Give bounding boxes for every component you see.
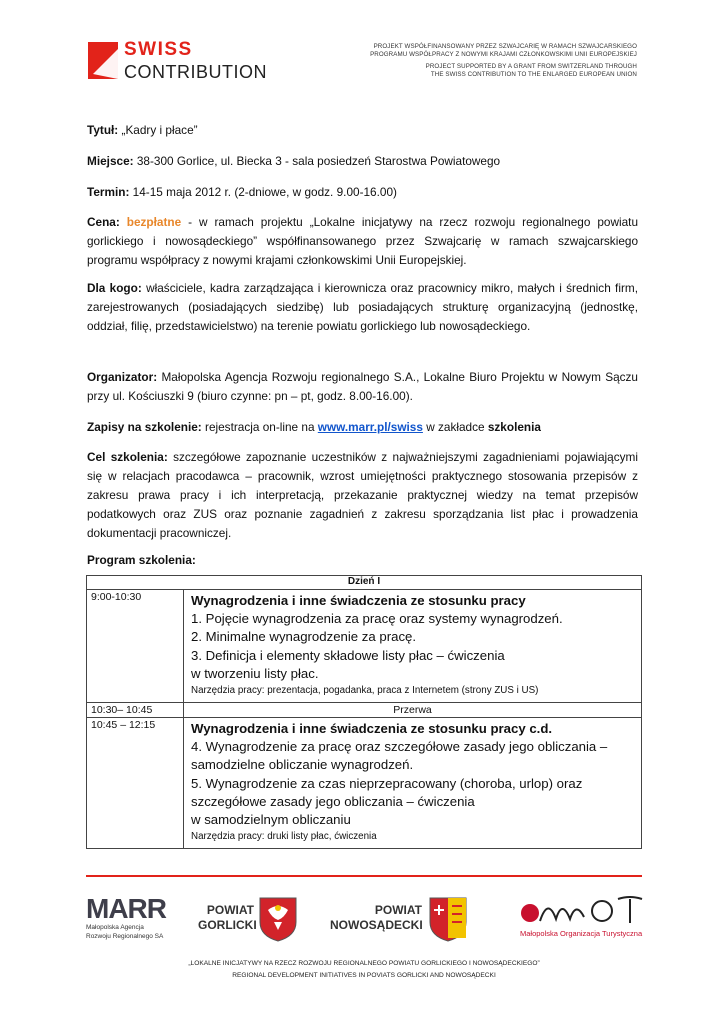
session-title: Wynagrodzenia i inne świadczenia ze stosunku pracy c.d.: [191, 721, 553, 737]
table-row: [87, 590, 642, 703]
break-label: Przerwa: [184, 703, 642, 718]
title-value: „Kadry i płace”: [118, 123, 198, 137]
price-free: bezpłatne: [126, 215, 182, 229]
program-label-text: Program szkolenia:: [87, 553, 196, 567]
session-time: 9:00-10:30: [87, 590, 184, 703]
mot-logo-icon: [518, 893, 648, 927]
registration-tab: szkolenia: [487, 420, 541, 434]
table-row: [87, 576, 642, 590]
powiat-gorlicki-line: POWIAT: [206, 903, 254, 917]
powiat-nowosadecki-text: [330, 903, 422, 933]
session-item: w samodzielnym obliczaniu: [191, 812, 351, 828]
nowosadecki-coat-of-arms-icon: [428, 896, 468, 942]
gorlicki-coat-of-arms-icon: [258, 896, 298, 942]
marr-wordmark: MARR: [86, 893, 166, 924]
footer-divider: [86, 875, 642, 877]
registration-label: Zapisy na szkolenie:: [87, 420, 202, 434]
session-item: 5. Wynagrodzenie za czas nieprzepracowany (choroba, urlop) oraz szczegółowe zasady jego obliczania – ćwiczenia: [191, 775, 583, 809]
powiat-nowosadecki-line: NOWOSĄDECKI: [330, 918, 423, 932]
registration-text-2: w zakładce: [422, 420, 488, 434]
date-label: Termin:: [87, 185, 130, 199]
session-time: 10:45 – 12:15: [87, 718, 184, 849]
registration-text: rejestracja on-line na: [201, 420, 318, 434]
header-en-line: PROJECT SUPPORTED BY A GRANT FROM SWITZERLAND THROUGH: [425, 63, 637, 70]
header-pl-line: PROGRAMU WSPÓŁPRACY Z NOWYMI KRAJAMI CZŁONKOWSKIMI UNII EUROPEJSKIEJ: [370, 51, 637, 58]
session-item: 1. Pojęcie wynagrodzenia za pracę oraz systemy wynagrodzeń.: [191, 611, 563, 627]
header-project-note: [337, 43, 637, 79]
powiat-gorlicki-text: [198, 903, 257, 933]
session-item: 3. Definicja i elementy składowe listy płac – ćwiczenia: [191, 647, 505, 663]
header-pl-line: PROJEKT WSPÓŁFINANSOWANY PRZEZ SZWAJCARIĘ W RAMACH SZWAJCARSKIEGO: [373, 43, 637, 50]
training-audience: [87, 279, 638, 336]
place-value: 38-300 Gorlice, ul. Biecka 3 - sala posiedzeń Starostwa Powiatowego: [133, 154, 501, 168]
training-title: [87, 121, 638, 140]
marr-name-line: Małopolska Agencja: [86, 924, 144, 931]
training-place: [87, 152, 638, 171]
table-row: [87, 718, 642, 849]
footer-project-note: [86, 958, 642, 982]
training-price: [87, 213, 638, 270]
training-registration: [87, 418, 638, 437]
footer-note-line: „LOKALNE INICJATYWY NA RZECZ ROZWOJU REGIONALNEGO POWIATU GORLICKIEGO I NOWOSĄDECKIEGO”: [188, 960, 540, 967]
session-item: w tworzeniu listy płac.: [191, 665, 319, 681]
session-content: [184, 590, 642, 703]
session-content: [184, 718, 642, 849]
audience-text: właściciele, kadra zarządzająca i kierownicza oraz pracownicy mikro, małych i średnich firm, zarejestrowanych (posiadających siedzibę) lub posiadających strukturę organizacyjną (jednostkę, oddział, filię, przedstawicielstwo) na terenie powiatu gorlickiego lub nowosądeckiego.: [87, 281, 638, 333]
logo-contribution-text: CONTRIBUTION: [124, 62, 267, 82]
organizer-label: Organizator:: [87, 370, 158, 384]
training-organizer: [87, 368, 638, 406]
session-item: 4. Wynagrodzenie za pracę oraz szczegółowe zasady jego obliczania – samodzielne obliczanie wynagrodzeń.: [191, 739, 608, 773]
header-en-line: THE SWISS CONTRIBUTION TO THE ENLARGED EUROPEAN UNION: [430, 71, 637, 78]
session-title: Wynagrodzenia i inne świadczenia ze stosunku pracy: [191, 593, 526, 608]
marr-logo: [86, 895, 166, 941]
footer-note-line: REGIONAL DEVELOPMENT INITIATIVES IN POVIATS GORLICKI AND NOWOSĄDECKI: [232, 972, 496, 979]
marr-name-line: Rozwoju Regionalnego SA: [86, 933, 164, 940]
powiat-gorlicki-line: GORLICKI: [198, 918, 257, 932]
organizer-text: Małopolska Agencja Rozwoju regionalnego S.A., Lokalne Biuro Projektu w Nowym Sączu przy ul. Kościuszki 9 (biuro czynne: pn – pt, godz. 8.00-16.00).: [87, 370, 638, 403]
session-item: 2. Minimalne wynagrodzenie za pracę.: [191, 629, 417, 645]
mot-name: Małopolska Organizacja Turystyczna: [520, 929, 643, 938]
break-time: 10:30– 10:45: [87, 703, 184, 718]
day-header: Dzień I: [87, 576, 642, 590]
audience-label: Dla kogo:: [87, 281, 142, 295]
price-label: Cena:: [87, 215, 120, 229]
logo-swiss-text: SWISS: [124, 39, 193, 60]
training-date: [87, 183, 638, 202]
powiat-nowosadecki-line: POWIAT: [374, 903, 422, 917]
swiss-cross-icon: [88, 42, 118, 79]
goal-label: Cel szkolenia:: [87, 450, 168, 464]
date-value: 14-15 maja 2012 r. (2-dniowe, w godz. 9.00-16.00): [129, 185, 397, 199]
session-tools: Narzędzia pracy: druki listy płac, ćwiczenia: [191, 831, 377, 843]
program-label: [87, 551, 638, 570]
training-goal: [87, 448, 638, 543]
title-label: Tytuł:: [87, 123, 119, 137]
session-tools: Narzędzia pracy: prezentacja, pogadanka, praca z Internetem (strony ZUS i US): [191, 685, 539, 697]
registration-link[interactable]: www.marr.pl/swiss: [317, 420, 423, 434]
place-label: Miejsce:: [87, 154, 134, 168]
schedule-table: [86, 575, 642, 849]
table-row: [87, 703, 642, 718]
goal-text: szczegółowe zapoznanie uczestników z najważniejszymi zagadnieniami pojawiającymi się w relacjach pracodawca – pracownik, wzrost umiejętności praktycznego stosowania przepisów z zakresu prawa pracy i ich interpretacją, przekazanie praktycznej wiedzy na temat przepisów podatkowych oraz ZUS oraz poznanie zagadnień z zakresu sporządzania list płac i prowadzenia dokumentacji pracowniczej.: [87, 450, 638, 540]
price-text: - w ramach projektu „Lokalne inicjatywy na rzecz rozwoju regionalnego powiatu gorlickiego i nowosądeckiego” współfinansowanego przez Szwajcarię w ramach szwajcarskiego programu współpracy z nowymi krajami członkowskimi Unii Europejskiej.: [87, 215, 639, 267]
